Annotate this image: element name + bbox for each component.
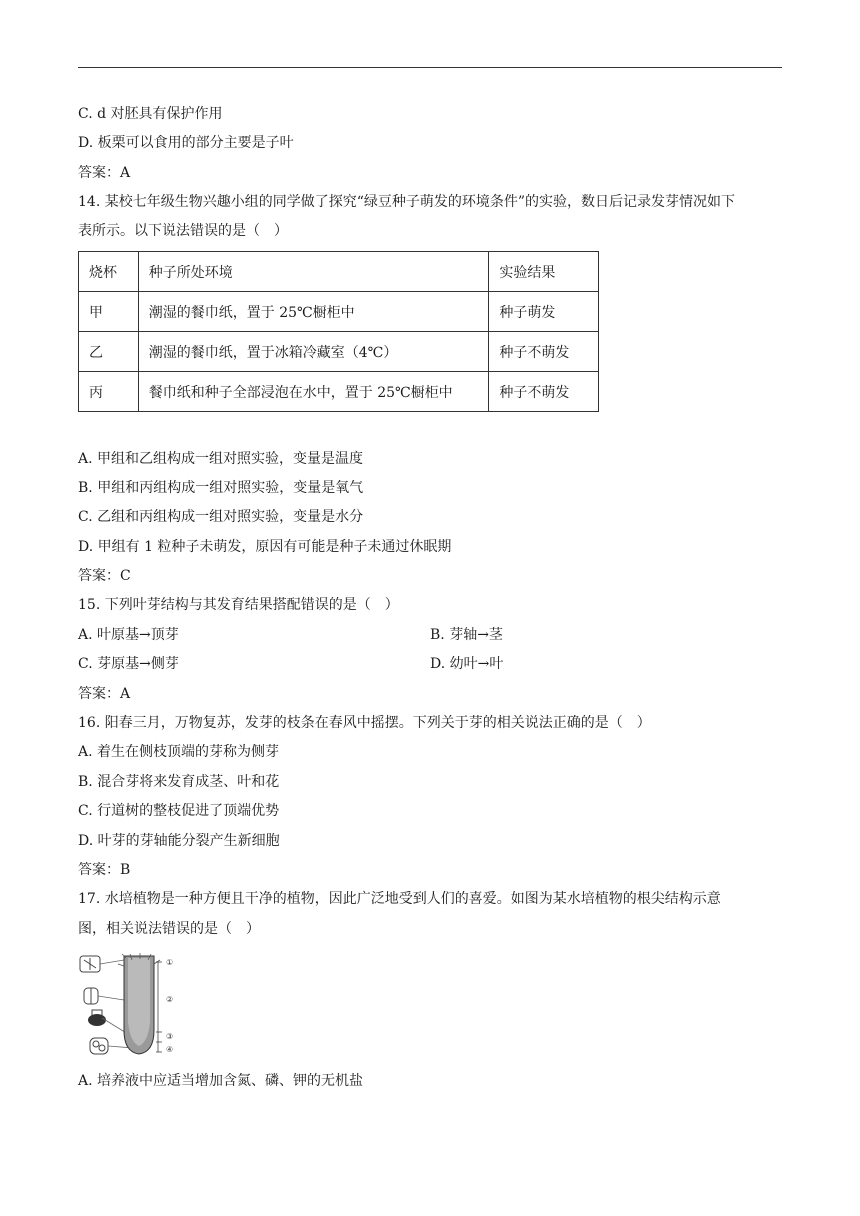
q15-option-c: C. 芽原基→侧芽 — [78, 656, 179, 672]
q17-option-a: A. 培养液中应适当增加含氮、磷、钾的无机盐 — [78, 1073, 364, 1089]
table-header-cell: 烧杯 — [79, 252, 139, 292]
q14-stem-line2: 表所示。以下说法错误的是（ ） — [78, 223, 288, 239]
root-tip-figure — [78, 952, 182, 1058]
q15-option-d: D. 幼叶→叶 — [430, 656, 504, 672]
table-row — [79, 372, 599, 412]
cell-icon — [88, 1010, 106, 1026]
table-cell: 潮湿的餐巾纸，置于 25℃橱柜中 — [138, 292, 489, 332]
q13-option-d: D. 板栗可以食用的部分主要是子叶 — [78, 135, 294, 151]
table-cell: 乙 — [79, 332, 139, 372]
q16-option-d: D. 叶芽的芽轴能分裂产生新细胞 — [78, 833, 280, 849]
table-cell: 种子不萌发 — [489, 372, 599, 412]
table-cell: 甲 — [79, 292, 139, 332]
q16-option-c: C. 行道树的整枝促进了顶端优势 — [78, 803, 280, 819]
q15-option-a: A. 叶原基→顶芽 — [78, 627, 179, 643]
table-header-cell: 种子所处环境 — [138, 252, 489, 292]
table-header-cell: 实验结果 — [489, 252, 599, 292]
q14-stem-line1: 14. 某校七年级生物兴趣小组的同学做了探究“绿豆种子萌发的环境条件”的实验，数日后记录发芽情况如下 — [78, 194, 736, 210]
table-cell: 种子萌发 — [489, 292, 599, 332]
q17-stem-line1: 17. 水培植物是一种方便且干净的植物，因此广泛地受到人们的喜爱。如图为某水培植物的根尖结构示意 — [78, 891, 721, 907]
experiment-table — [78, 251, 599, 412]
figure-label-2: ② — [166, 995, 174, 1004]
table-row — [79, 332, 599, 372]
q14-option-d: D. 甲组有 1 粒种子未萌发，原因有可能是种子未通过休眠期 — [78, 539, 452, 555]
cell-icon — [80, 956, 100, 972]
q16-answer: 答案：B — [78, 862, 131, 878]
q15-option-b: B. 芽轴→茎 — [430, 627, 503, 643]
q17-stem-line2: 图，相关说法错误的是（ ） — [78, 921, 260, 937]
q13-option-c: C. d 对胚具有保护作用 — [78, 106, 223, 122]
q16-option-b: B. 混合芽将来发育成茎、叶和花 — [78, 774, 280, 790]
table-cell: 种子不萌发 — [489, 332, 599, 372]
figure-label-1: ① — [166, 958, 174, 967]
cell-icon — [90, 1038, 108, 1054]
header-rule — [78, 67, 782, 68]
table-cell: 潮湿的餐巾纸，置于冰箱冷藏室（4℃） — [138, 332, 489, 372]
table-header-row — [79, 252, 599, 292]
table-cell: 丙 — [79, 372, 139, 412]
q15-answer: 答案：A — [78, 686, 131, 702]
table-row — [79, 292, 599, 332]
q15-stem: 15. 下列叶芽结构与其发育结果搭配错误的是（ ） — [78, 597, 399, 613]
figure-label-3: ③ — [166, 1032, 174, 1041]
q16-stem: 16. 阳春三月，万物复苏，发芽的枝条在春风中摇摆。下列关于芽的相关说法正确的是（ ） — [78, 715, 651, 731]
table-cell: 餐巾纸和种子全部浸泡在水中，置于 25℃橱柜中 — [138, 372, 489, 412]
q16-option-a: A. 着生在侧枝顶端的芽称为侧芽 — [78, 744, 280, 760]
q14-answer: 答案：C — [78, 568, 131, 584]
figure-label-4: ④ — [166, 1045, 174, 1054]
q14-option-b: B. 甲组和丙组构成一组对照实验，变量是氧气 — [78, 480, 364, 496]
q14-option-c: C. 乙组和丙组构成一组对照实验，变量是水分 — [78, 509, 364, 525]
q14-option-a: A. 甲组和乙组构成一组对照实验，变量是温度 — [78, 451, 364, 467]
cell-icon — [84, 988, 98, 1004]
q13-answer: 答案：A — [78, 165, 131, 181]
